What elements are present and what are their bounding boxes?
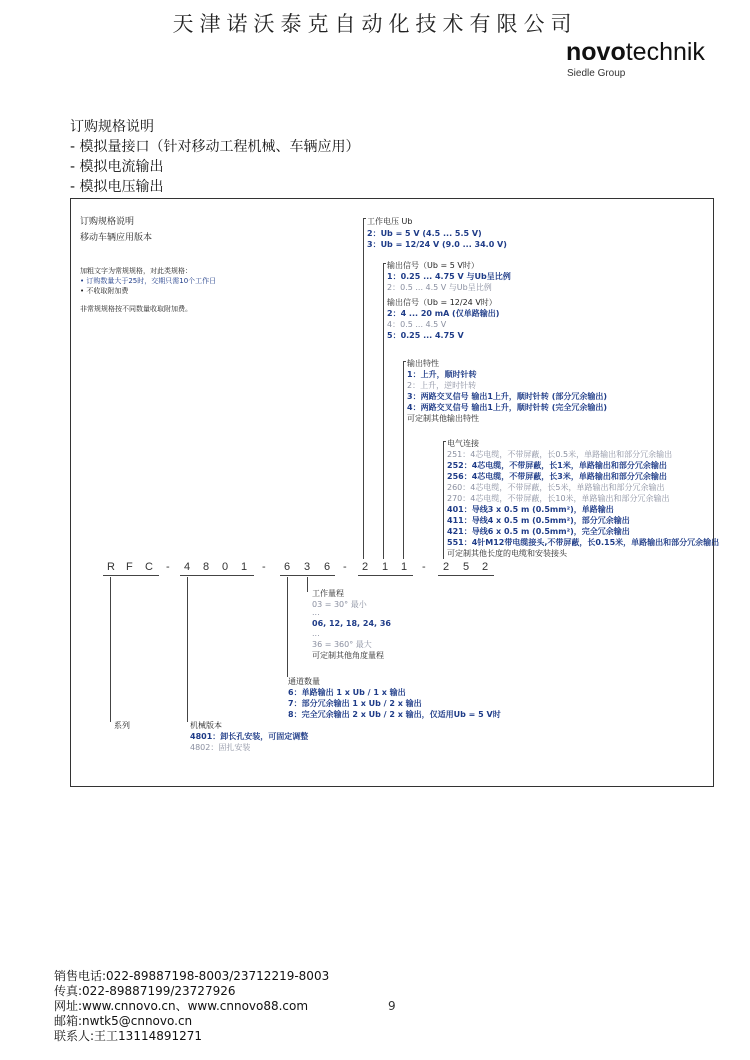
code-char: 5: [463, 561, 470, 573]
code-char: F: [126, 561, 133, 573]
range-note: 可定制其他角度量程: [312, 651, 384, 660]
connection-option: 260：4芯电缆，不带屏蔽，长5米，单路输出和部分冗余输出: [447, 483, 665, 492]
signal-option: 2：0.5 ... 4.5 V 与Ub呈比例: [387, 283, 492, 292]
novotechnik-logo: novotechnik: [566, 38, 705, 66]
channels-label: 通道数量: [288, 677, 320, 686]
code-char: 6: [324, 561, 331, 573]
code-char: R: [107, 561, 115, 573]
connection-option: 421：导线6 x 0.5 m (0.5mm²)，完全冗余输出: [447, 527, 630, 536]
range-option: ...: [312, 608, 320, 617]
connector-line: [363, 218, 366, 219]
code-underline: [280, 575, 335, 576]
signal-option: 2：4 ... 20 mA (仅单路输出): [387, 309, 500, 318]
box-title: 订购规格说明: [80, 217, 135, 227]
code-char: 6: [284, 561, 291, 573]
connection-note: 可定制其他长度的电缆和安装接头: [447, 549, 567, 558]
signal-option: 4：0.5 ... 4.5 V: [387, 320, 447, 329]
signal-option: 1：0.25 ... 4.75 V 与Ub呈比例: [387, 272, 511, 281]
range-label: 工作量程: [312, 589, 344, 598]
connection-option: 270：4芯电缆，不带屏蔽，长10米，单路输出和部分冗余输出: [447, 494, 670, 503]
page-number: 9: [388, 999, 396, 1013]
range-option: 03 = 30° 最小: [312, 600, 367, 609]
footer-website[interactable]: 网址:www.cnnovo.cn、www.cnnovo88.com: [54, 999, 309, 1013]
connector-line: [363, 218, 364, 559]
code-underline: [358, 575, 413, 576]
note-line: • 不收取附加费: [80, 287, 129, 295]
note-line: • 订购数量大于25时，交期只需10个工作日: [80, 277, 217, 285]
range-option: ...: [312, 629, 320, 638]
supply-option: 2：Ub = 5 V (4.5 ... 5.5 V): [367, 229, 482, 238]
code-char: 2: [482, 561, 489, 573]
code-char: 0: [222, 561, 229, 573]
connection-option: 251：4芯电缆，不带屏蔽，长0.5米，单路输出和部分冗余输出: [447, 450, 673, 459]
connector-line: [383, 263, 384, 559]
signal-5v-label: 输出信号（Ub = 5 V时）: [387, 261, 479, 270]
connection-option: 551：4针M12带电缆接头,不带屏蔽，长0.15米，单路输出和部分冗余输出: [447, 538, 720, 547]
mech-option: 4801：卸长孔安装，可固定调整: [190, 732, 309, 741]
connection-option: 411：导线4 x 0.5 m (0.5mm²)，部分冗余输出: [447, 516, 630, 525]
code-char: 1: [241, 561, 248, 573]
characteristic-option: 3：两路交叉信号 输出1上升，顺时针转 (部分冗余输出): [407, 392, 608, 401]
connection-option: 252：4芯电缆，不带屏蔽，长1米，单路输出和部分冗余输出: [447, 461, 667, 470]
characteristic-option: 4：两路交叉信号 输出1上升，顺时针转 (完全冗余输出): [407, 403, 608, 412]
box-subtitle: 移动车辆应用版本: [80, 233, 153, 243]
characteristic-option: 1：上升，顺时针转: [407, 370, 477, 379]
signal-12v-label: 输出信号（Ub = 12/24 V时）: [387, 298, 497, 307]
characteristic-option: 2：上升，逆时针转: [407, 381, 477, 390]
logo-subtitle: Siedle Group: [567, 68, 626, 79]
connector-line: [443, 441, 444, 559]
connector-line: [287, 577, 288, 677]
connection-option: 401：导线3 x 0.5 m (0.5mm²)，单路输出: [447, 505, 614, 514]
code-separator: -: [422, 561, 426, 573]
company-name: 天津诺沃泰克自动化技术有限公司: [172, 12, 578, 36]
footer-fax: 传真:022-89887199/23727926: [54, 984, 236, 998]
code-char: C: [145, 561, 153, 573]
supply-voltage-label: 工作电压 Ub: [367, 217, 413, 226]
supply-option: 3：Ub = 12/24 V (9.0 ... 34.0 V): [367, 240, 507, 249]
connector-line: [403, 361, 406, 362]
connector-line: [307, 577, 308, 592]
channels-option: 8：完全冗余输出 2 x Ub / 2 x 输出，仅适用Ub = 5 V时: [288, 710, 501, 719]
series-label: 系列: [114, 721, 130, 730]
heading-analog-interface: - 模拟量接口（针对移动工程机械、车辆应用）: [70, 139, 360, 155]
code-char: 1: [401, 561, 408, 573]
note-line: 加粗文字为常规规格，对此类规格：: [80, 267, 192, 275]
connector-line: [443, 441, 446, 442]
connector-line: [187, 577, 188, 722]
code-separator: -: [262, 561, 266, 573]
heading-voltage-output: - 模拟电压输出: [70, 179, 164, 195]
mech-option: 4802：固扎安装: [190, 743, 251, 752]
code-underline: [180, 575, 254, 576]
heading-current-output: - 模拟电流输出: [70, 159, 164, 175]
code-underline: [103, 575, 159, 576]
code-char: 1: [382, 561, 389, 573]
code-separator: -: [343, 561, 347, 573]
code-char: 2: [443, 561, 450, 573]
footer-contact: 联系人:王工13114891271: [54, 1029, 203, 1043]
code-char: 3: [304, 561, 311, 573]
note-line: 非常规规格按不同数量收取附加费。: [80, 305, 192, 313]
code-char: 2: [362, 561, 369, 573]
connector-line: [110, 577, 111, 722]
footer-email[interactable]: 邮箱:nwtk5@cnnovo.cn: [54, 1014, 193, 1028]
range-option: 06, 12, 18, 24, 36: [312, 619, 391, 628]
code-separator: -: [166, 561, 170, 573]
connector-line: [383, 263, 386, 264]
characteristic-label: 输出特性: [407, 359, 439, 368]
footer-sales-phone: 销售电话:022-89887198-8003/23712219-8003: [54, 969, 330, 983]
connection-option: 256：4芯电缆，不带屏蔽，长3米，单路输出和部分冗余输出: [447, 472, 667, 481]
range-option: 36 = 360° 最大: [312, 640, 372, 649]
characteristic-note: 可定制其他输出特性: [407, 414, 479, 423]
channels-option: 7：部分冗余输出 1 x Ub / 2 x 输出: [288, 699, 422, 708]
channels-option: 6：单路输出 1 x Ub / 1 x 输出: [288, 688, 406, 697]
heading-order-spec: 订购规格说明: [70, 119, 154, 135]
code-char: 8: [203, 561, 210, 573]
connection-label: 电气连接: [447, 439, 479, 448]
code-char: 4: [184, 561, 191, 573]
connector-line: [403, 361, 404, 559]
signal-option: 5：0.25 ... 4.75 V: [387, 331, 464, 340]
mech-label: 机械版本: [190, 721, 222, 730]
code-underline: [438, 575, 494, 576]
